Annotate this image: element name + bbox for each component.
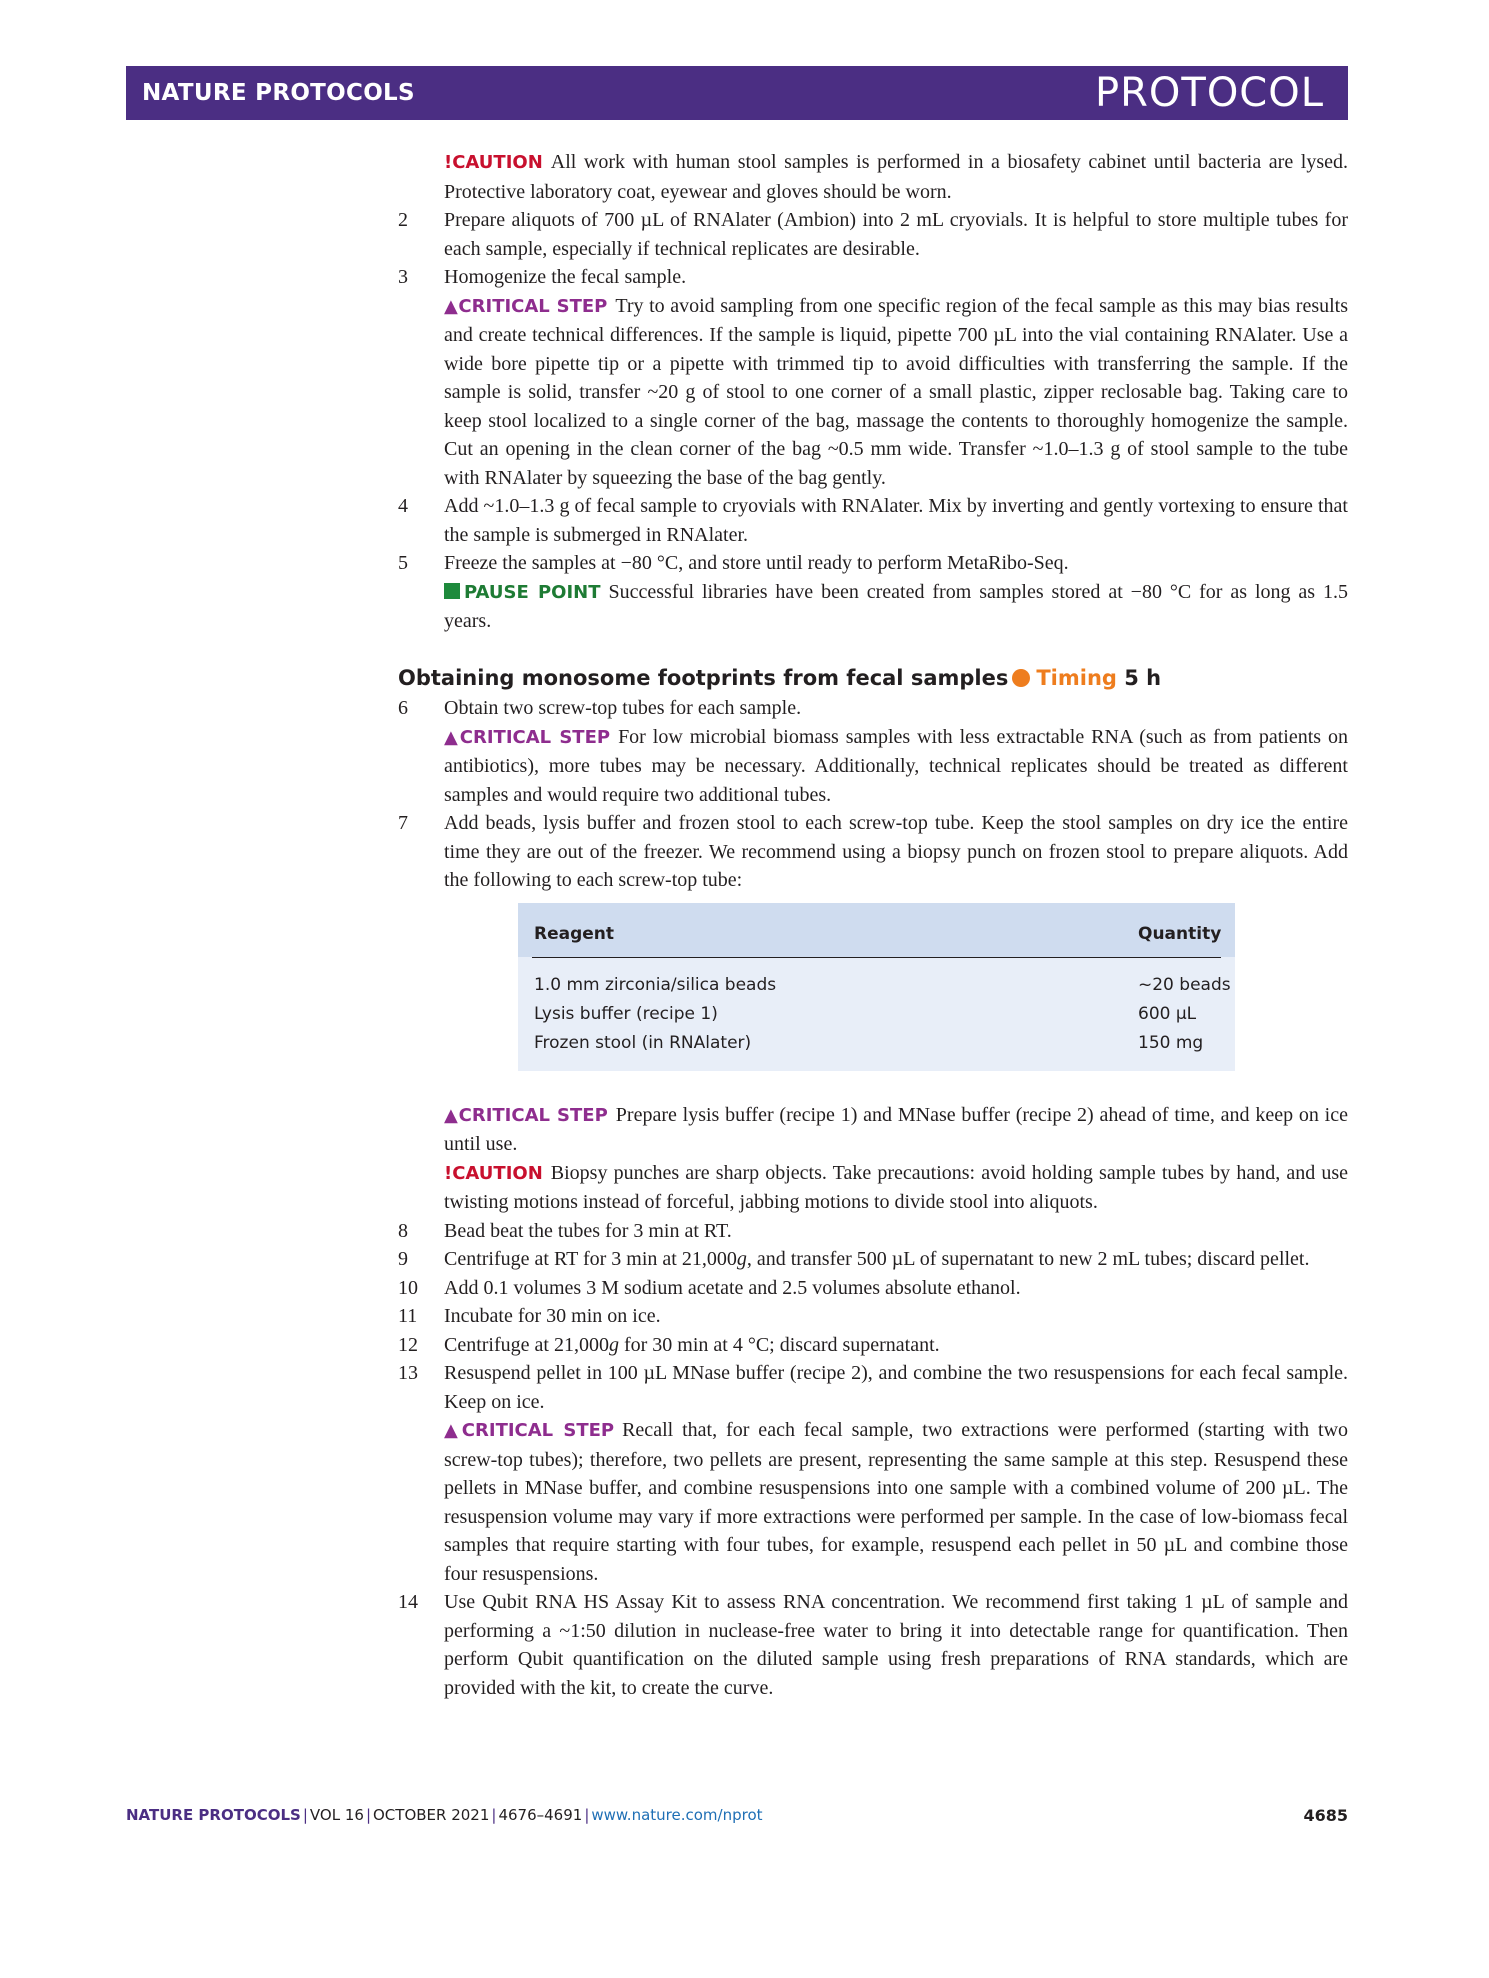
section-heading (390, 664, 1348, 693)
step-number: 7 (398, 812, 408, 834)
quantity-cell: 150 mg (1138, 1032, 1204, 1053)
footer-pages: 4676–4691 (498, 1806, 583, 1824)
page-number: 4685 (1303, 1806, 1348, 1825)
pause-text: Successful libraries have been created from samples stored at −80 °C for as long as 1.5 years. (444, 580, 1349, 632)
timing-value: 5 h (1124, 665, 1162, 690)
step-text: Obtain two screw-top tubes for each sample. (444, 697, 802, 719)
step-9 (390, 1245, 1348, 1274)
pause-label: PAUSE POINT (444, 582, 601, 603)
step-text: Resuspend pellet in 100 µL MNase buffer (recipe 2), and combine the two resuspensions for each fecal sample. Keep on ice. (444, 1362, 1348, 1413)
gravity-unit: g (736, 1248, 747, 1270)
step-text: Add beads, lysis buffer and frozen stool to each screw-top tube. Keep the stool samples on dry ice the entire time they are out of the freezer. We recommend using a biopsy punch on frozen stool to prepare aliquots. Add the following to each screw-top tube: (444, 812, 1348, 891)
caution-text: Biopsy punches are sharp objects. Take precautions: avoid holding sample tubes by hand, and use twisting motions instead of forceful, jabbing motions to divide stool into aliquots. (444, 1161, 1348, 1213)
critical-step-note (390, 1101, 1348, 1159)
step-14 (390, 1588, 1348, 1702)
critical-label: ▲CRITICAL STEP (444, 295, 608, 317)
critical-step-note (390, 723, 1348, 810)
step-number: 3 (398, 266, 408, 288)
step-number: 11 (398, 1305, 418, 1327)
step-text: Use Qubit RNA HS Assay Kit to assess RNA concentration. We recommend first taking 1 µL of sample and performing a ~1:50 dilution in nuclease-free water to bring it into detectable range for quantification. Then perform Qubit quantification on the diluted sample using fresh preparations of RNA standards, which are provided with the kit, to create the curve. (444, 1591, 1348, 1699)
caution-label: !CAUTION (444, 152, 543, 173)
quantity-cell: ~20 beads (1138, 974, 1231, 995)
reagent-table (518, 903, 1235, 1071)
step-5 (390, 549, 1348, 578)
quantity-cell: 600 µL (1138, 1003, 1197, 1024)
caution-note (390, 148, 1348, 206)
step-number: 2 (398, 209, 408, 231)
footer-volume: VOL 16 (309, 1806, 364, 1824)
step-text-start: Centrifuge at 21,000 (444, 1333, 609, 1356)
critical-text: Recall that, for each fecal sample, two extractions were performed (starting with two screw-top tubes); therefore, two pellets are present, representing the same sample at this step. Resuspend these pellets in MNase buffer, and combine resuspensions into one sample with a combined volume of 200 µL. The resuspension volume may vary if more extractions were performed per sample. In the case of low-biomass fecal samples that require starting with four tubes, for example, resuspend each pellet in 50 µL and combine those four resuspensions. (444, 1419, 1349, 1585)
section-title: Obtaining monosome footprints from fecal samples (398, 665, 1009, 690)
article-type: PROTOCOL (1094, 70, 1324, 116)
step-3 (390, 263, 1348, 292)
step-number: 6 (398, 697, 408, 719)
step-number: 8 (398, 1219, 408, 1242)
caution-note (390, 1159, 1348, 1217)
page-footer: NATURE PROTOCOLS | VOL 16 | OCTOBER 2021 | 4676–4691 | www.nature.com/nprot 4685 (126, 1806, 1348, 1825)
reagent-cell: 1.0 mm zirconia/silica beads (534, 974, 777, 995)
footer-url-link[interactable]: www.nature.com/nprot (591, 1806, 763, 1824)
step-number: 12 (398, 1333, 418, 1356)
critical-step-note (390, 292, 1348, 493)
step-number: 14 (398, 1591, 418, 1613)
table-header (518, 903, 1235, 957)
critical-label: ▲CRITICAL STEP (444, 1104, 608, 1126)
step-text: Add 0.1 volumes 3 M sodium acetate and 2.5 volumes absolute ethanol. (444, 1276, 1021, 1299)
critical-text: Try to avoid sampling from one specific region of the fecal sample as this may bias results and create technical differences. If the sample is liquid, pipette 700 µL into the vial containing RNAlater. Use a wide bore pipette tip or a pipette with trimmed tip to avoid difficulties with transferring the sample. If the sample is solid, transfer ~20 g of stool to one corner of a small plastic, zipper reclosable bag. Taking care to keep stool localized to a single corner of the bag, massage the contents to thoroughly homogenize the sample. Cut an opening in the clean corner of the bag ~0.5 mm wide. Transfer ~1.0–1.3 g of stool sample to the tube with RNAlater by squeezing the base of the bag gently. (444, 294, 1348, 489)
step-number: 10 (398, 1276, 418, 1299)
column-header-reagent: Reagent (534, 923, 615, 944)
step-text: Add ~1.0–1.3 g of fecal sample to cryovials with RNAlater. Mix by inverting and gently vortexing to ensure that the sample is submerged in RNAlater. (444, 495, 1348, 546)
step-11 (390, 1302, 1348, 1331)
step-number: 13 (398, 1362, 418, 1384)
table-rule (532, 957, 1221, 958)
table-row (518, 966, 1235, 995)
protocol-body (390, 148, 1348, 1702)
step-number: 5 (398, 552, 408, 574)
step-6 (390, 694, 1348, 723)
step-12 (390, 1331, 1348, 1360)
step-text: Prepare aliquots of 700 µL of RNAlater (Ambion) into 2 mL cryovials. It is helpful to store multiple tubes for each sample, especially if technical replicates are desirable. (444, 209, 1348, 260)
step-text: Incubate for 30 min on ice. (444, 1305, 661, 1327)
caution-label: !CAUTION (444, 1162, 543, 1184)
step-text: Homogenize the fecal sample. (444, 266, 687, 288)
column-header-quantity: Quantity (1138, 923, 1222, 944)
step-8 (390, 1217, 1348, 1246)
critical-label: ▲CRITICAL STEP (444, 1420, 615, 1441)
step-13 (390, 1359, 1348, 1416)
table-row (518, 995, 1235, 1024)
journal-name: NATURE PROTOCOLS (142, 80, 415, 106)
step-7 (390, 809, 1348, 895)
pause-square-icon (444, 583, 460, 599)
step-text-start: Centrifuge at RT for 3 min at 21,000 (444, 1248, 737, 1270)
footer-journal: NATURE PROTOCOLS (126, 1806, 301, 1824)
table-row (518, 1024, 1235, 1053)
gravity-unit: g (608, 1333, 619, 1356)
step-text-end: for 30 min at 4 °C; discard supernatant. (618, 1333, 940, 1356)
timing-label: Timing (1036, 665, 1117, 690)
step-number: 4 (398, 495, 408, 517)
critical-text: For low microbial biomass samples with less extractable RNA (such as from patients on antibiotics), more tubes may be necessary. Additionally, technical replicates should be treated as different samples and would require two additional tubes. (444, 725, 1349, 806)
critical-text: Prepare lysis buffer (recipe 1) and MNase buffer (recipe 2) ahead of time, and keep on ice until use. (444, 1103, 1348, 1155)
step-text: Freeze the samples at −80 °C, and store until ready to perform MetaRibo-Seq. (444, 552, 1069, 574)
caution-text: All work with human stool samples is performed in a biosafety cabinet until bacteria are lysed. Protective laboratory coat, eyewear and gloves should be worn. (444, 151, 1348, 203)
pause-point-note (390, 578, 1348, 636)
step-4 (390, 492, 1348, 549)
reagent-cell: Lysis buffer (recipe 1) (534, 1003, 718, 1024)
step-text: Bead beat the tubes for 3 min at RT. (444, 1219, 732, 1242)
step-text-end: , and transfer 500 µL of supernatant to new 2 mL tubes; discard pellet. (746, 1248, 1310, 1270)
reagent-cell: Frozen stool (in RNAlater) (534, 1032, 752, 1053)
page-header (126, 66, 1348, 120)
critical-step-note (390, 1416, 1348, 1588)
footer-date: OCTOBER 2021 (373, 1806, 490, 1824)
timing-dot-icon (1012, 669, 1030, 687)
critical-label: ▲CRITICAL STEP (444, 726, 611, 748)
step-number: 9 (398, 1248, 408, 1270)
step-10 (390, 1274, 1348, 1303)
step-2 (390, 206, 1348, 263)
